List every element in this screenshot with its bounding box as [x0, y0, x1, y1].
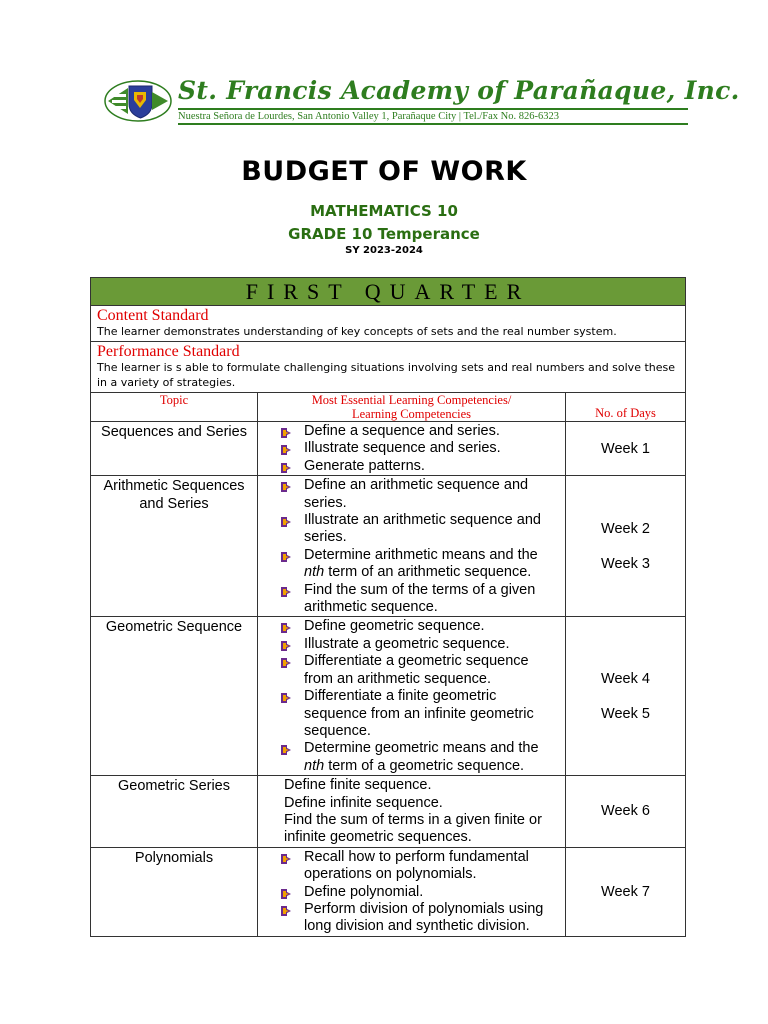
school-name: St. Francis Academy of Parañaque, Inc. [178, 76, 740, 105]
content-standard-text: The learner demonstrates understanding of key concepts of sets and the real number system. [97, 325, 617, 338]
subject-heading: MATHEMATICS 10 [310, 202, 458, 220]
arrow-bullet-icon [279, 622, 293, 634]
column-header-topic: Topic [91, 393, 258, 422]
content-standard-label: Content Standard [97, 307, 209, 324]
performance-standard [91, 342, 686, 393]
arrow-bullet-icon [279, 744, 293, 756]
competency-item: Differentiate a geometric sequence from an arithmetic sequence. [278, 653, 561, 688]
competency-line: Define finite sequence. [284, 777, 432, 794]
arrow-bullet-icon [279, 586, 293, 598]
competencies-cell [258, 776, 566, 848]
competency-item: Define a sequence and series. [278, 423, 561, 440]
week-label: Week 6 [601, 803, 650, 820]
topic-cell: Geometric Series [91, 776, 258, 848]
competency-line: Define infinite sequence. [284, 794, 443, 811]
grade-section-heading: GRADE 10 Temperance [288, 225, 480, 243]
week-label: Week 7 [601, 883, 650, 900]
week-label: Week 4 [601, 670, 650, 687]
competencies-cell [258, 617, 566, 776]
competency-item: Illustrate sequence and series. [278, 440, 561, 457]
school-logo [104, 80, 172, 122]
performance-standard-label: Performance Standard [97, 343, 240, 360]
school-address: Nuestra Señora de Lourdes, San Antonio Valley 1, Parañaque City | Tel./Fax No. 826-6323 [178, 108, 688, 122]
competencies-header-line-1: Most Essential Learning Competencies/ [311, 393, 512, 407]
address-rule [178, 123, 688, 125]
competency-item: Recall how to perform fundamental operations on polynomials. [278, 849, 561, 884]
competency-item: Illustrate a geometric sequence. [278, 636, 561, 653]
column-header-competencies [258, 393, 566, 422]
topic-cell: Geometric Sequence [91, 617, 258, 776]
competency-item: Determine arithmetic means and the nth term of an arithmetic sequence. [278, 547, 561, 582]
topic-cell: Arithmetic Sequences and Series [91, 476, 258, 617]
arrow-bullet-icon [279, 692, 293, 704]
competency-item: Define an arithmetic sequence and series. [278, 477, 561, 512]
week-label: Week 2 [601, 520, 650, 537]
arrow-bullet-icon [279, 657, 293, 669]
topic-cell: Polynomials [91, 847, 258, 936]
days-cell [566, 776, 686, 848]
arrow-bullet-icon [279, 640, 293, 652]
competencies-cell [258, 847, 566, 936]
table-row [91, 476, 686, 617]
competency-item: Define geometric sequence. [278, 618, 561, 635]
arrow-bullet-icon [279, 444, 293, 456]
column-header-row [91, 393, 686, 422]
competency-item: Define polynomial. [278, 884, 561, 901]
days-cell [566, 617, 686, 776]
table-row [91, 617, 686, 776]
letterhead [104, 76, 740, 124]
days-cell [566, 476, 686, 617]
table-row [91, 847, 686, 936]
table-row [91, 776, 686, 848]
competencies-header-line-2: Learning Competencies [351, 407, 472, 421]
days-cell [566, 847, 686, 936]
arrow-bullet-icon [279, 427, 293, 439]
arrow-bullet-icon [279, 481, 293, 493]
competency-item: Generate patterns. [278, 458, 561, 475]
competency-item: Illustrate an arithmetic sequence and series. [278, 512, 561, 547]
arrow-bullet-icon [279, 905, 293, 917]
budget-of-work-table [90, 277, 686, 937]
topic-cell: Sequences and Series [91, 422, 258, 476]
arrow-bullet-icon [279, 551, 293, 563]
competency-item: Perform division of polynomials using long division and synthetic division. [278, 901, 561, 936]
school-year: SY 2023-2024 [345, 245, 423, 256]
days-cell [566, 422, 686, 476]
performance-standard-text: The learner is s able to formulate challenging situations involving sets and real numbers and solve these in a variety of strategies. [97, 361, 676, 389]
document-title: BUDGET OF WORK [241, 156, 527, 187]
arrow-bullet-icon [279, 888, 293, 900]
quarter-header: FIRST QUARTER [91, 278, 686, 306]
competency-item: Determine geometric means and the nth term of a geometric sequence. [278, 740, 561, 775]
arrow-bullet-icon [279, 462, 293, 474]
competency-item: Find the sum of the terms of a given arithmetic sequence. [278, 582, 561, 617]
competency-line: Find the sum of terms in a given finite or infinite geometric sequences. [284, 811, 542, 846]
table-row [91, 422, 686, 476]
week-label: Week 1 [601, 440, 650, 457]
competency-item: Differentiate a finite geometric sequence from an infinite geometric sequence. [278, 688, 561, 740]
column-header-days: No. of Days [566, 393, 686, 422]
week-label: Week 3 [601, 555, 650, 572]
content-standard [91, 306, 686, 342]
competencies-cell [258, 476, 566, 617]
week-label: Week 5 [601, 705, 650, 722]
competencies-cell [258, 422, 566, 476]
arrow-bullet-icon [279, 853, 293, 865]
arrow-bullet-icon [279, 516, 293, 528]
